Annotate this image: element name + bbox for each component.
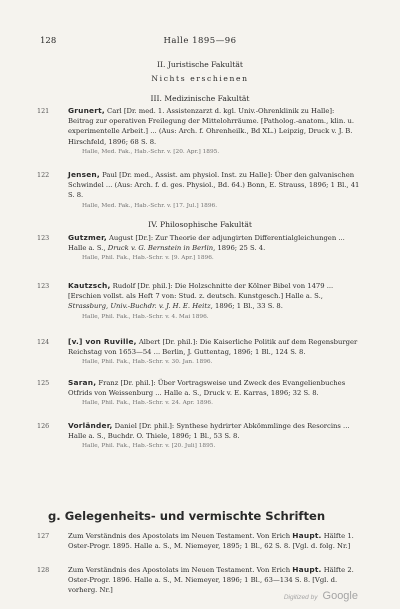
entry-lead: Zum Verständnis des Apostolats im Neuen Testament. Von Erich	[68, 532, 291, 540]
author-name: Haupt.	[292, 565, 322, 574]
entry-number: 122	[37, 171, 50, 179]
entry-number: 126	[37, 422, 50, 430]
entry-text: Carl [Dr. med. 1. Assistenzarzt d. kgl. Univ.-Ohrenklinik zu Halle]: Beitrag zur operativen Freilegung der Mittelohrräume. [Patholog.-anatom., klin. u. experimentelle Arbeit.] ... (Aus: Arch. f. Ohrenheilk., Bd XL.) Leipzig, Druck v. J. B. Hirschfeld, 1896; 68 S. 8.	[68, 107, 355, 146]
habilitation-note: Halle, Phil. Fak., Hab.-Schr. v. 24. Apr. 1896.	[82, 400, 213, 407]
author-name: Kautzsch,	[68, 281, 111, 290]
entry-extent: 1896; 25 S. 4.	[217, 244, 266, 253]
entry-number: 123	[37, 282, 50, 290]
section-juristische-note: Nichts erschienen	[151, 74, 249, 83]
entry-text: Daniel [Dr. phil.]: Synthese hydrirter Abkömmlinge des Resorcins ... Halle a. S., Buchdr. O. Thiele, 1896; 1 Bl., 53 S. 8.	[68, 422, 350, 441]
section-gelegenheitsschriften: g. Gelegenheits- und vermischte Schriften	[48, 509, 326, 523]
entry-126	[37, 421, 360, 452]
entry-125	[37, 378, 360, 409]
habilitation-note: Halle, Phil. Fak., Hab.-Schr. v. 30. Jan. 1896.	[82, 359, 213, 366]
header-title: Halle 1895—96	[163, 36, 237, 46]
entry-number: 128	[37, 566, 50, 574]
running-header	[0, 36, 400, 50]
habilitation-note: Halle, Med. Fak., Hab.-Schr. v. [20. Apr.] 1895.	[82, 148, 220, 155]
entry-124	[37, 337, 360, 368]
section-juristische: II. Juristische Fakultät	[157, 60, 243, 69]
entry-text: Rudolf [Dr. phil.]: Die Holzschnitte der Kölner Bibel von 1479 ... [Erschien vollst. als Heft 7 von: Stud. z. deutsch. Kunstgesch.] Halle a. S.,	[68, 282, 334, 301]
entry-text: Albert [Dr. phil.]: Die Kaiserliche Politik auf dem Regensburger Reichstag von 1653—54 ... Berlin, J. Guttentag, 1896; 1 Bl., 124 S. 8.	[68, 338, 358, 357]
entry-extent: 1896; 1 Bl., 33 S. 8.	[215, 302, 283, 311]
entry-number: 125	[37, 379, 50, 387]
entry-123-kautzsch	[37, 281, 360, 322]
watermark-prefix: Digitized by	[283, 594, 318, 601]
section-medizinische: III. Medizinische Fakultät	[150, 94, 250, 103]
entry-lead: Zum Verständnis des Apostolats im Neuen Testament. Von Erich	[68, 566, 291, 574]
author-name: Gutzmer,	[68, 233, 107, 242]
entry-123-gutzmer	[37, 233, 360, 264]
entry-number: 123	[37, 234, 50, 242]
entry-number: 124	[37, 338, 50, 346]
entry-121	[37, 106, 360, 157]
habilitation-note: Halle, Med. Fak., Hab.-Schr. v. [17. Jul.] 1896.	[82, 202, 218, 209]
digitized-watermark	[284, 590, 358, 602]
watermark-brand: Google	[322, 590, 358, 602]
entry-text: Franz [Dr. phil.]: Über Vortragsweise und Zweck des Evangelienbuches Otfrids von Weissenburg ... Halle a. S., Druck v. E. Karras, 1896; 32 S. 8.	[68, 379, 346, 398]
entry-127	[37, 531, 360, 551]
author-name: [v.] von Ruville,	[68, 337, 137, 346]
entry-text: Hälfte 1. Oster-Progr. 1895. Halle a. S., M. Niemeyer, 1895; 1 Bl., 62 S. 8. [Vgl. d. folg. Nr.]	[68, 532, 354, 551]
habilitation-note: Halle, Phil. Fak., Hab.-Schr. v. 4. Mai 1896.	[82, 313, 209, 320]
author-name: Vorländer,	[68, 421, 113, 430]
habilitation-note: Halle, Phil. Fak., Hab.-Schr. v. [20. Juli] 1895.	[82, 443, 216, 450]
author-name: Jensen,	[68, 170, 100, 179]
author-name: Haupt.	[292, 531, 322, 540]
page-number: 128	[40, 36, 57, 46]
author-name: Saran,	[68, 378, 97, 387]
entry-printer: Druck v. G. Bernstein in Berlin,	[107, 244, 216, 253]
entry-number: 121	[37, 107, 50, 115]
habilitation-note: Halle, Phil. Fak., Hab.-Schr. v. [9. Apr.] 1896.	[82, 255, 214, 262]
entry-number: 127	[37, 532, 50, 540]
section-philosophische: IV. Philosophische Fakultät	[148, 220, 252, 229]
entry-text: August [Dr.]: Zur Theorie der adjungirten Differentialgleichungen ... Halle a. S.,	[68, 234, 345, 253]
entry-text: Paul [Dr. med., Assist. am physiol. Inst. zu Halle]: Über den galvanischen Schwindel ... (Aus: Arch. f. d. ges. Physiol., Bd. 64.) Bonn, E. Strauss, 1896; 1 Bl., 41 S. 8.	[68, 171, 360, 200]
entry-text: Hälfte 2. Oster-Progr. 1896. Halle a. S., M. Niemeyer, 1896; 1 Bl., 63—134 S. 8. [Vgl. d. vorherg. Nr.]	[68, 566, 354, 595]
entry-122	[37, 170, 360, 211]
author-name: Grunert,	[68, 106, 105, 115]
entry-printer: Strassburg, Univ.-Buchdr. v. J. H. E. Heitz,	[68, 302, 213, 311]
